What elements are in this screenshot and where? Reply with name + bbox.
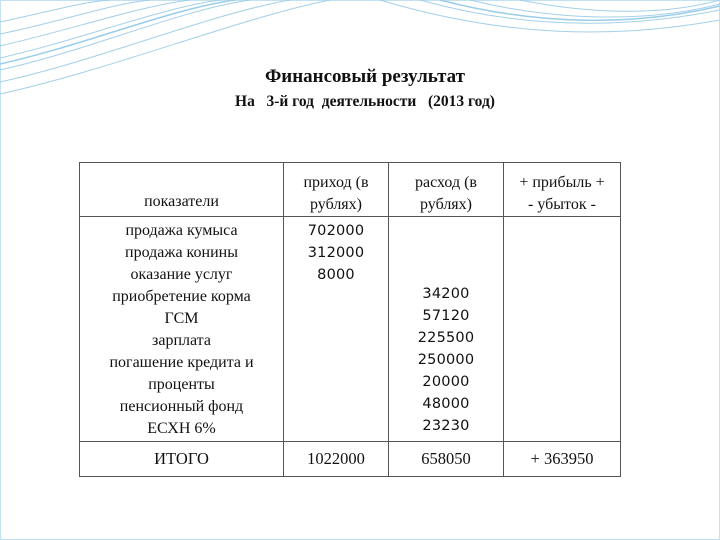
income-value: 312000 — [307, 245, 365, 261]
table-row-items — [80, 217, 621, 442]
items-cell — [80, 217, 284, 442]
item-label: погашение кредита и — [109, 354, 254, 371]
table-header-row — [80, 163, 621, 217]
expense-value: 250000 — [417, 352, 475, 368]
total-expense: 658050 — [389, 442, 504, 477]
item-label: оказание услуг — [130, 266, 233, 283]
expense-value: 48000 — [422, 396, 470, 412]
expense-value: 20000 — [422, 374, 470, 390]
item-label: продажа конины — [125, 244, 238, 261]
page-title: Финансовый результат — [264, 66, 466, 87]
result-values-cell — [504, 217, 621, 442]
expense-value: 23230 — [422, 418, 470, 434]
header-income-line: рублях) — [310, 196, 362, 213]
table-row-total — [80, 442, 621, 477]
header-result — [504, 163, 621, 217]
item-label: пенсионный фонд — [119, 398, 244, 415]
item-label: приобретение корма — [112, 288, 251, 305]
total-income: 1022000 — [284, 442, 389, 477]
header-result-line: + прибыль + — [519, 174, 605, 191]
item-label: проценты — [148, 376, 215, 393]
income-values-cell — [284, 217, 389, 442]
item-label: ГСМ — [164, 310, 199, 327]
expense-value: 34200 — [422, 286, 470, 302]
total-result: + 363950 — [504, 442, 621, 477]
expense-value: 57120 — [422, 308, 470, 324]
item-label: зарплата — [152, 332, 211, 349]
header-expense-line: рублях) — [420, 196, 472, 213]
expense-values-cell — [389, 217, 504, 442]
header-expense-line: расход (в — [415, 174, 477, 191]
income-value: 702000 — [307, 223, 365, 239]
header-result-line: - убыток - — [528, 196, 596, 213]
total-label: ИТОГО — [80, 442, 284, 477]
expense-value: 225500 — [417, 330, 475, 346]
item-label: продажа кумыса — [125, 222, 238, 239]
financial-result-table — [79, 162, 621, 477]
header-income — [284, 163, 389, 217]
item-label: ЕСХН 6% — [147, 420, 216, 437]
header-expense — [389, 163, 504, 217]
income-value: 8000 — [317, 267, 355, 283]
page-subtitle: На 3-й год деятельности (2013 год) — [235, 93, 495, 110]
header-indicators: показатели — [80, 163, 284, 217]
header-income-line: приход (в — [303, 174, 369, 191]
